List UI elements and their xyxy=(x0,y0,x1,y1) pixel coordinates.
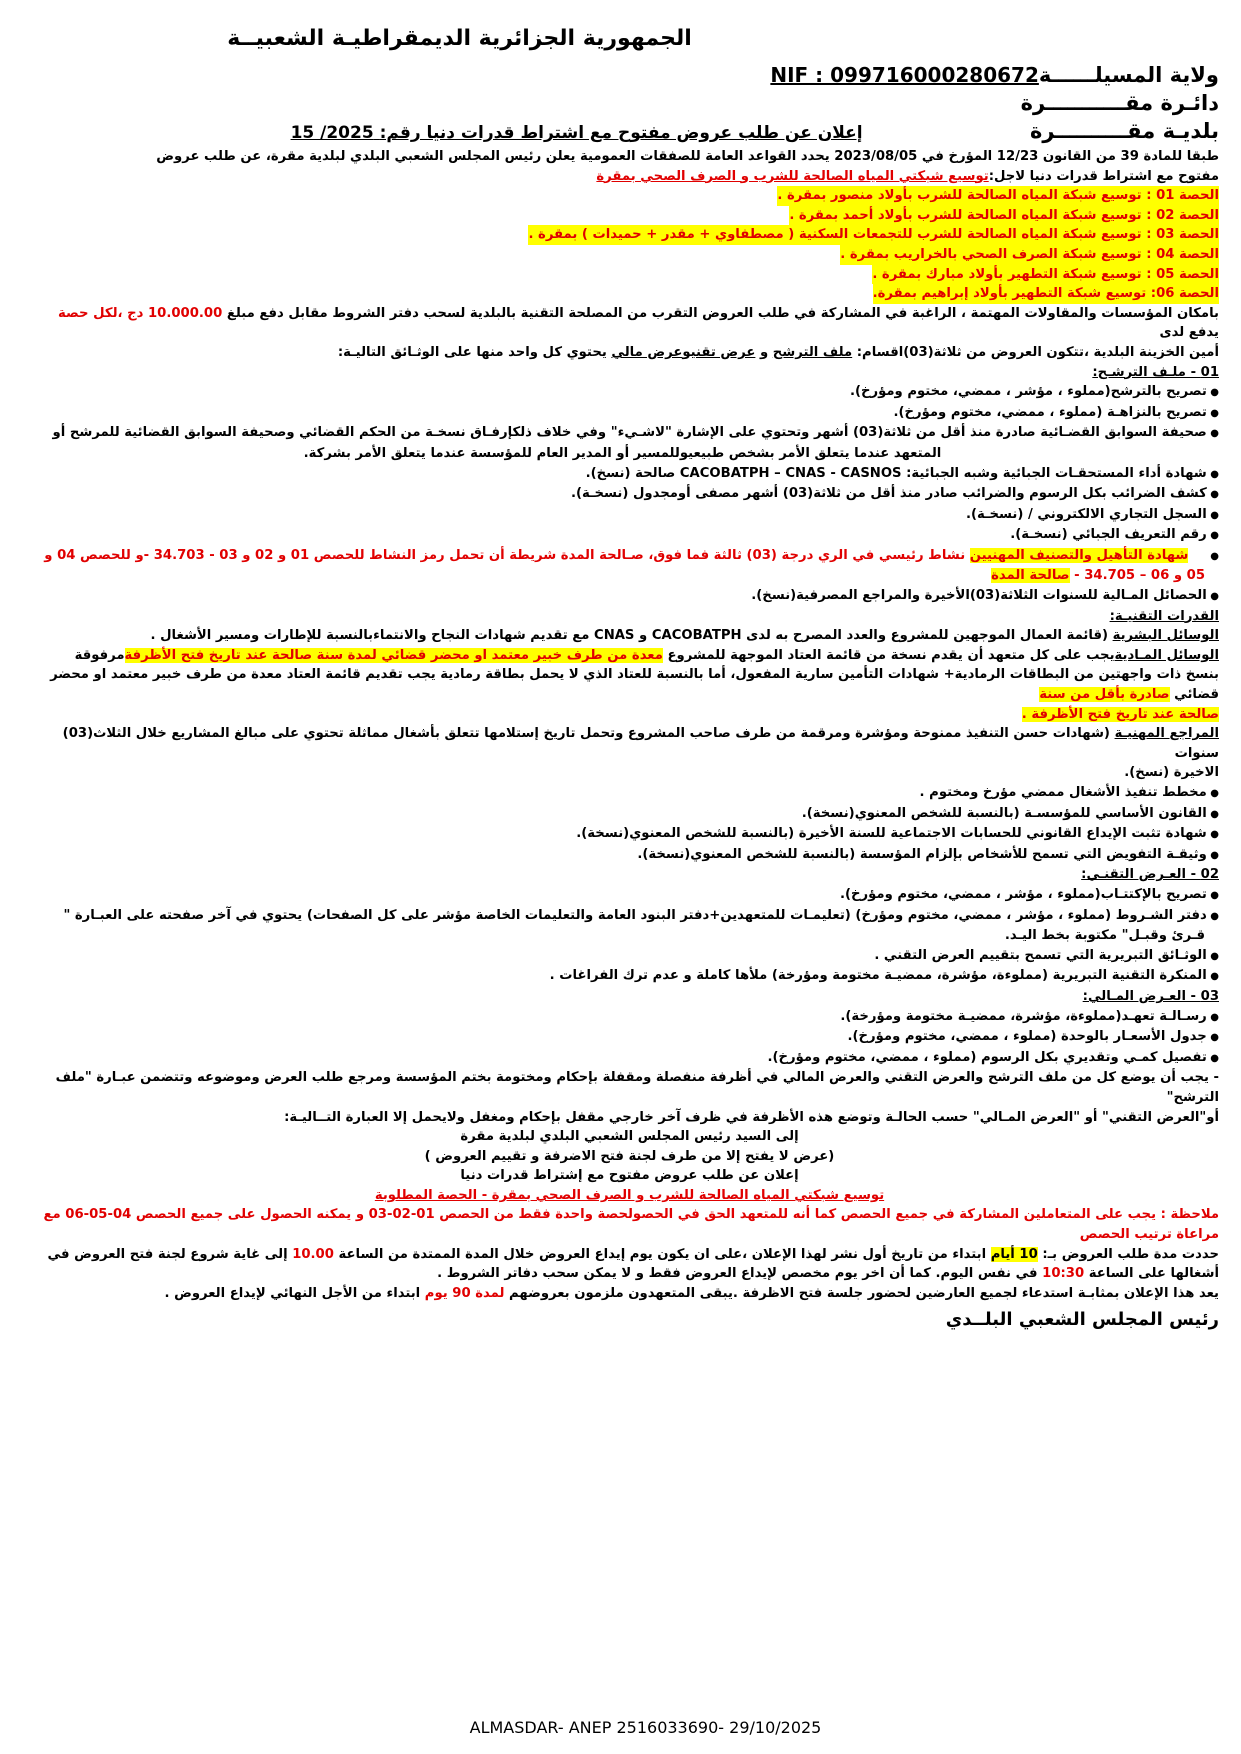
professional-references: المراجع المهنيـة (شهادات حسن التنفيذ ممنوحة ومؤشرة ومرقمة من طرف صاحب المشروع وتحمل تاريخ إستلامها تتعلق بأشغال مماثلة تحتوي على مبالغ المشاريع خلال الثلاث(03) سنوات الاخيرة (نسخ). xyxy=(62,726,1219,781)
list-item-continuation: المتعهد عندما يتعلق الأمر بشخص طبيعيوللمسير أو المدير العام للمؤسسة عندما يتعلق الأمر بشركة. xyxy=(303,445,942,461)
lots-list xyxy=(40,186,1219,304)
list-item: ● المنكرة التقنية التبريرية (مملوءة، مؤشرة، ممضيـة مختومة ومؤرخة) ملأها كاملة و عدم ترك الفراغات . xyxy=(40,966,1219,987)
lot-05: الحصة 05 : توسيع شبكة التطهير بأولاد مبارك بمقرة . xyxy=(872,265,1219,285)
list-item: ● كشف الضرائب بكل الرسوم والضرائب صادر منذ أقل من ثلاثة(03) أشهر مصفى أومجدول (نسخـة). xyxy=(40,484,1219,505)
list-item: ● مخطط تنفيذ الأشغال ممضي مؤرخ ومختوم . xyxy=(40,783,1219,804)
envelope-instructions-1: - يجب أن يوضع كل من ملف الترشح والعرض التقني والعرض المالي في أظرفة منفصلة ومقفلة بإحكام ومختومة بختم المؤسسة ومرجع طلب العرض وموضوعه وتتضمن عبـارة "ملف الترشح" xyxy=(55,1070,1219,1105)
announcement-number: 15 /2025 xyxy=(290,123,374,143)
list-item: ● القانون الأساسي للمؤسسـة (بالنسبة للشخص المعنوي(نسخة). xyxy=(40,804,1219,825)
list-item: ● تصريح بالنزاهـة (مملوء ، ممضي، مختوم ومؤرخ). xyxy=(40,403,1219,424)
wilaya: ولاية المسيلــــــة xyxy=(1038,63,1219,87)
document-body xyxy=(40,147,1219,1303)
envelope-address-1: إلى السيد رئيس المجلس الشعبي البلدي لبلدية مقرة xyxy=(460,1129,799,1145)
list-item: ● الحصائل المـالية للسنوات الثلاثة(03)الأخيرة والمراجع المصرفية(نسخ). xyxy=(40,586,1219,607)
list-item: ● تصريح بالترشح(مملوء ، مؤشر ، ممضي، مختوم ومؤرخ). xyxy=(40,382,1219,403)
participation-paragraph: بامكان المؤسسات والمقاولات المهتمة ، الراغبة في المشاركة في طلب العروض التقرب من المصلحة التقنية بالبلدية لسحب دفتر الشروط مقابل دفع مبلغ 10.000.00 دج ،لكل حصة يدفع لدى أمين الخزينة البلدية ،تتكون العروض من ثلاثة(03)اقسام: ملف الترشح و عرض تقنيوعرض مالي يحتوي كل واحد منها على الوثـائق التاليـة: xyxy=(58,305,1219,360)
lot-01: الحصة 01 : توسيع شبكة المياه الصالحة للشرب بأولاد منصور بمقرة . xyxy=(777,186,1219,206)
fee-amount: 10.000.00 دج ،لكل حصة xyxy=(58,305,223,321)
section-2-heading: 02 - العـرض التقنـي: xyxy=(1081,867,1219,883)
list-item: ● وثيقـة التفويض التي تسمح للأشخاص بإلزام المؤسسة (بالنسبة للشخص المعنوي(نسخة). xyxy=(40,845,1219,866)
daira: دائـرة مقـــــــــــرة xyxy=(1020,91,1219,115)
list-item: ● تصريح بالإكتتـاب(مملوء ، مؤشر ، ممضي، مختوم ومؤرخ). xyxy=(40,885,1219,906)
list-item: ● رسـالـة تعهـد(مملوءة، مؤشرة، ممضيـة مختومة ومؤرخة). xyxy=(40,1007,1219,1028)
note: ملاحظة : يجب على المتعاملين المشاركة في جميع الحصص كما أنه للمتعهد الحق في الحصولحصة واحدة فقط من الحصص 01-02-03 و يمكنه الحصول على جميع الحصص 04-05-06 مع مراعاة ترتيب الحصص xyxy=(43,1207,1219,1243)
signature: رئيس المجلس الشعبي البلــدي xyxy=(945,1309,1219,1331)
human-resources: الوسائل البشرية (قائمة العمال الموجهين للمشروع والعدد المصرح به لدى CACOBATPH و CNAS مع تقديم شهادات النجاح والانتماءبالنسبة للإطارات ومسير الأشغال . xyxy=(150,628,1219,644)
material-resources: الوسائل المـاديةيجب على كل متعهد أن يقدم نسخة من قائمة العتاد الموجهة للمشروع معدة من طرف خبير معتمد او محضر قضائي لمدة سنة صالحة عند تاريخ فتح الأظرفةمرفوقة بنسخ ذات واجهتين من البطاقات الرمادية+ شهادات التأمين سارية المفعول، أما بالنسبة للعتاد الذي لا يحمل بطاقة رمادية يجب تقديم قائمة العتاد معدة من طرف خبير معتمد او محضر قضائي صادرة بأقل من سنة صالحة عند تاريخ فتح الأظرفة . xyxy=(50,647,1219,722)
list-item: ● شهادة أداء المستحقـات الجبائية وشبه الجبائية: CACOBATPH – CNAS - CASNOS صالحة (نسخ). xyxy=(40,464,1219,485)
capacities-heading: القدرات التقنيـة: xyxy=(1109,608,1219,624)
envelope-address-3: إعلان عن طلب عروض مفتوح مع إشتراط قدرات دنيا xyxy=(460,1168,799,1184)
list-item: ● رقم التعريف الجبائي (نسخـة). xyxy=(40,525,1219,546)
project-title: توسيع شبكتي المياه الصالحة للشرب و الصرف الصحي بمقرة xyxy=(596,168,989,184)
list-item: ● تفصيل كمـي وتقديري بكل الرسوم (مملوء ، ممضي، مختوم ومؤرخ). xyxy=(40,1048,1219,1069)
section-1-heading: 01 - ملـف الترشـح: xyxy=(1092,364,1219,380)
list-item-continuation: قـرئ وقبـل" مكتوبة بخط اليـد. xyxy=(1004,928,1205,944)
lot-03: الحصة 03 : توسيع شبكة المياه الصالحة للشرب للتجمعات السكنية ( مصطفاوي + مقدر + حميدات ) بمقرة . xyxy=(528,225,1219,245)
republic-title: الجمهورية الجزائرية الديمقراطيـة الشعبيــة xyxy=(227,26,692,51)
baladia: بلديـة مقــــــــــرة xyxy=(1029,119,1219,143)
envelope-address-2: (عرض لا يفتح إلا من طرف لجنة فتح الاضرفة و تقييم العروض ) xyxy=(424,1148,835,1164)
envelope-instructions-2: أو"العرض التقني" أو "العرض المـالي" حسب الحالـة وتوضع هذه الأظرفة في ظرف آخر خارجي مقفل بإحكام ومغفل ولايحمل إلا العبارة التــاليـة: xyxy=(284,1109,1219,1125)
qualification-item: ● شهادة التأهيل والتصنيف المهنيين نشاط رئيسي في الري درجة (03) ثالثة فما فوق، صـالحة المدة شريطة أن تحمل رمز النشاط للحصص 01 و 02 و 03 - 34.703 -و للحصص 04 و xyxy=(40,546,1219,567)
section-3-heading: 03 - العـرض المـالي: xyxy=(1082,988,1219,1004)
announcement-title: إعلان عن طلب عروض مفتوح مع اشتراط قدرات دنيا رقم: 15 /2025 xyxy=(290,123,863,143)
intro-line-2: مفتوح مع اشتراط قدرات دنيا لاجل:توسيع شبكتي المياه الصالحة للشرب و الصرف الصحي بمقرة xyxy=(596,168,1219,184)
nif-number: NIF : 099716000280672 xyxy=(770,63,1039,87)
tender-announcement xyxy=(40,26,1219,1330)
list-item: ● صحيفة السوابق القضـائية صادرة منذ أقل من ثلاثة(03) أشهر وتحتوي على الإشارة "لاشـيء" وفي خلاف ذلكإرفـاق نسخـة من الحكم القضائي وصحيفة السوابق القضائية للمرشح أو xyxy=(40,423,1219,444)
list-item: ● شهادة تثبت الإيداع القانوني للحسابات الاجتماعية للسنة الأخيرة (بالنسبة للشخص المعنوي(نسخة). xyxy=(40,824,1219,845)
list-item: ● الوثـائق التبريرية التي تسمح بتقييم العرض التقني . xyxy=(40,946,1219,967)
envelope-address-4: توسيع شبكتي المياه الصالحة للشرب و الصرف الصحي بمقرة - الحصة المطلوبة xyxy=(374,1187,885,1203)
footer-reference: ALMASDAR- ANEP 2516033690- 29/10/2025 xyxy=(469,1718,822,1737)
list-item: ● دفتر الشـروط (مملوء ، مؤشر ، ممضي، مختوم ومؤرخ) (تعليمـات للمتعهدين+دفتر البنود العامة والتعليمات الخاصة مؤشر على كل الصفحات) يحتوي في آخر صفحته على العبـارة " xyxy=(40,906,1219,927)
lot-04: الحصة 04 : توسيع شبكة الصرف الصحي بالخراريب بمقرة . xyxy=(840,245,1219,265)
intro-line-1: طبقا للمادة 39 من القانون 12/23 المؤرخ في 2023/08/05 يحدد القواعد العامة للصفقات العمومية يعلن رئيس المجلس الشعبي البلدي لبلدية مقرة، عن طلب عروض xyxy=(156,149,1219,164)
lot-02: الحصة 02 : توسيع شبكة المياه الصالحة للشرب بأولاد أحمد بمقرة . xyxy=(789,206,1219,226)
baladia-line xyxy=(40,117,1219,147)
qualification-item-continuation: 05 و 06 – 34.705 - صالحة المدة xyxy=(991,568,1205,584)
duration-days: 10 أيام xyxy=(990,1246,1038,1262)
duration-paragraph: حددت مدة طلب العروض بـ: 10 أيام ابتداء من تاريخ أول نشر لهذا الإعلان ،على ان يكون يوم إيداع العروض خلال المدة الممتدة من الساعة 10.00 إلى غاية شروع لجنة فتح العروض في أشغالها على الساعة 10:30 في نفس اليوم. كما أن اخر يوم مخصص لإيداع العروض فقط و لا يمكن سحب دفاتر الشروط . يعد هذا الإعلان بمثابـة استدعاء لجميع العارضين لحضور جلسة فتح الاظرفة .يبقى المتعهدون ملزمون بعروضهم لمدة 90 يوم ابتداء من الأجل النهائي لإيداع العروض . xyxy=(47,1246,1219,1301)
lot-06: الحصة 06: توسيع شبكة التطهير بأولاد إبراهيم بمقرة. xyxy=(873,284,1219,304)
wilaya-line xyxy=(40,61,1219,89)
list-item: ● جدول الأسعـار بالوحدة (مملوء ، ممضي، مختوم ومؤرخ). xyxy=(40,1027,1219,1048)
list-item: ● السجل التجاري الالكتروني / (نسخـة). xyxy=(40,505,1219,526)
